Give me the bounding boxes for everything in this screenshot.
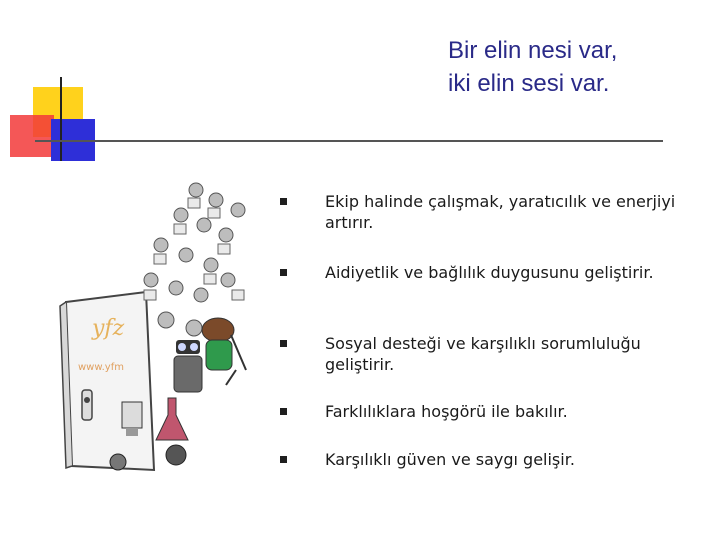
bullet-marker (280, 456, 287, 463)
bullet-text: Aidiyetlik ve bağlılık duygusunu geliştirir. (325, 263, 654, 282)
teamwork-illustration (56, 170, 316, 490)
bullet-text: Karşılıklı güven ve saygı gelişir. (325, 450, 575, 469)
bullet-text: Farklılıklara hoşgörü ile bakılır. (325, 402, 568, 421)
decor-vertical-line (60, 77, 62, 161)
bullet-marker (280, 269, 287, 276)
slide-title (448, 34, 617, 100)
bullet-text: Ekip halinde çalışmak, yaratıcılık ve enerjiyi artırır. (325, 192, 676, 232)
title-line-2: iki elin sesi var. (448, 70, 610, 97)
decor-red-square (10, 115, 54, 157)
title-divider-line (35, 140, 663, 142)
bullet-marker (280, 340, 287, 347)
watermark-url: www.yfm (78, 362, 124, 373)
title-line-1: Bir elin nesi var, (448, 37, 618, 64)
bullet-marker (280, 198, 287, 205)
watermark-logo: yfz (92, 316, 125, 341)
bullet-text: Sosyal desteği ve karşılıklı sorumluluğu geliştirir. (325, 334, 641, 374)
bullet-marker (280, 408, 287, 415)
